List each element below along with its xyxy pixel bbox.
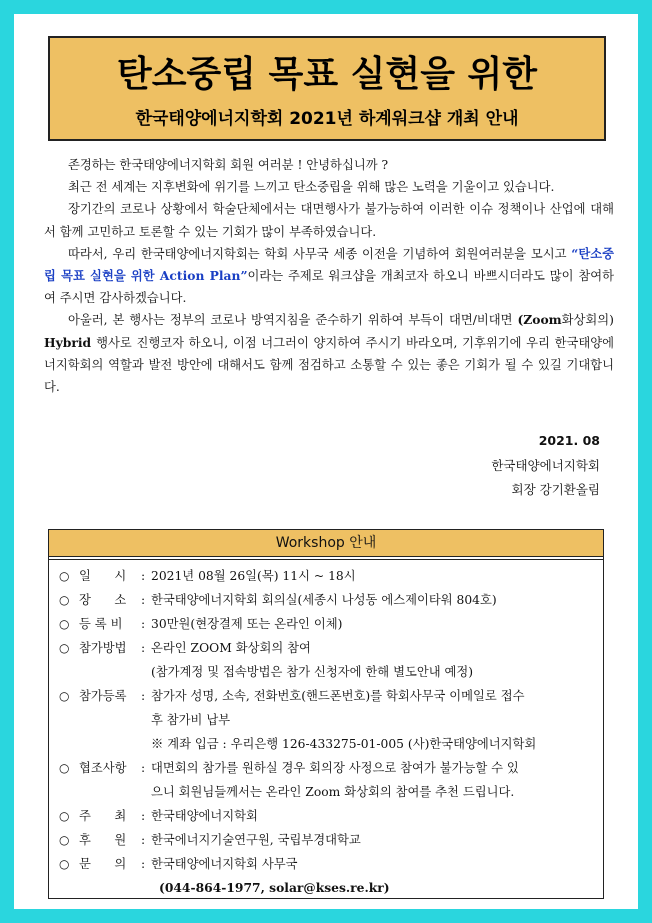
info-value: 2021년 08월 26일(목) 11시 ~ 18시 xyxy=(151,569,356,583)
workshop-info-box xyxy=(48,557,604,899)
bullet-icon: ○ xyxy=(59,569,70,583)
letter-paragraph-greeting: 존경하는 한국태양에너지학회 회원 여러분 ! 안녕하십니까 ? xyxy=(68,158,389,172)
info-value: 참가자 성명, 소속, 전화번호(핸드폰번호)를 학회사무국 이메일로 접수 xyxy=(151,689,525,703)
info-label: 주 최 xyxy=(79,809,127,823)
bullet-icon: ○ xyxy=(59,593,70,607)
info-label: 일 시 xyxy=(79,569,127,583)
workshop-theme-highlight: “탄소중립 목표 실현을 위한 Action Plan” xyxy=(44,245,614,284)
info-colon: : xyxy=(141,857,146,871)
info-label: 등 록 비 xyxy=(79,617,123,631)
info-value: 온라인 ZOOM 화상회의 참여 xyxy=(151,641,311,655)
letter-paragraph-invitation xyxy=(44,243,614,310)
info-value-continued: (참가계정 및 접속방법은 참가 신청자에 한해 별도안내 예정) xyxy=(151,665,474,679)
info-colon: : xyxy=(141,833,146,847)
workshop-heading: Workshop 안내 xyxy=(48,529,604,557)
bullet-icon: ○ xyxy=(59,857,70,871)
letter-date: 2021. 08 xyxy=(538,433,600,448)
bullet-icon: ○ xyxy=(59,809,70,823)
info-label: 후 원 xyxy=(79,833,127,847)
letter-paragraph-covid: 장기간의 코로나 상황에서 학술단체에서는 대면행사가 불가능하여 이러한 이슈 정책이나 산업에 대해서 함께 고민하고 토론할 수 있는 기회가 많이 부족하였습니다. xyxy=(44,202,614,239)
invitation-letter xyxy=(44,154,614,398)
letter-text: 이라는 주제로 워크샵을 개최코자 하오니 바쁘시더라도 많이 참여하여 주시면 감사하겠습니다. xyxy=(44,269,615,306)
info-label: 협조사항 xyxy=(79,761,127,775)
letter-text: 아울러, 본 행사는 정부의 코로나 방역지침을 준수하기 위하여 부득이 대면/비대면 xyxy=(68,313,518,328)
info-colon: : xyxy=(141,761,146,775)
info-colon: : xyxy=(141,641,146,655)
info-value: 한국태양에너지학회 사무국 xyxy=(151,857,298,871)
info-value: 대면회의 참가를 원하실 경우 회의장 사정으로 참여가 불가능할 수 있 xyxy=(151,761,519,775)
info-colon: : xyxy=(141,569,146,583)
info-label: 장 소 xyxy=(79,593,127,607)
bullet-icon: ○ xyxy=(59,761,70,775)
contact-phone-email: (044-864-1977, solar@kses.re.kr) xyxy=(159,880,390,895)
letter-signature: 회장 강기환올림 xyxy=(511,482,600,497)
info-label: 참가방법 xyxy=(79,641,127,655)
info-value: 한국태양에너지학회 xyxy=(151,809,258,823)
title-banner xyxy=(48,36,606,141)
letter-bold: Hybrid xyxy=(44,334,97,350)
letter-organization: 한국태양에너지학회 xyxy=(491,458,600,473)
info-label: 참가등록 xyxy=(79,689,127,703)
letter-paragraph-hybrid xyxy=(44,309,614,398)
page-subtitle: 한국태양에너지학회 2021년 하계워크샵 개최 안내 xyxy=(135,109,519,129)
info-colon: : xyxy=(141,689,146,703)
bank-account-note: ※ 계좌 입금 : 우리은행 126-433275-01-005 (사)한국태양에너지학회 xyxy=(151,737,537,751)
document-page xyxy=(14,14,638,909)
bullet-icon: ○ xyxy=(59,833,70,847)
info-value: 30만원(현장결제 또는 온라인 이체) xyxy=(151,617,343,631)
info-value-continued: 으니 회원님들께서는 온라인 Zoom 화상회의 참여를 추천 드립니다. xyxy=(151,785,515,799)
info-colon: : xyxy=(141,593,146,607)
bullet-icon: ○ xyxy=(59,617,70,631)
info-label: 문 의 xyxy=(79,857,127,871)
info-value: 한국에너지기술연구원, 국립부경대학교 xyxy=(151,833,361,847)
letter-text: 따라서, 우리 한국태양에너지학회는 학회 사무국 세종 이전을 기념하여 회원여러분을 모시고 xyxy=(68,246,572,261)
letter-text: 화상회의) xyxy=(561,313,614,328)
letter-paragraph-climate: 최근 전 세계는 지후변화에 위기를 느끼고 탄소중립을 위해 많은 노력을 기울이고 있습니다. xyxy=(68,180,555,195)
letter-text: 행사로 진행코자 하오니, 이점 너그러이 양지하여 주시기 바라오며, 기후위기에 우리 한국태양에너지학회의 역할과 발전 방안에 대해서도 함께 점검하고 소통할 수 있는 좋은 기회가 될 수 있길 기대합니다. xyxy=(44,335,614,395)
info-value-continued: 후 참가비 납부 xyxy=(151,713,231,727)
page-title: 탄소중립 목표 실현을 위한 xyxy=(116,54,538,95)
info-value: 한국태양에너지학회 회의실(세종시 나성동 에스제이타워 804호) xyxy=(151,593,497,607)
bullet-icon: ○ xyxy=(59,689,70,703)
bullet-icon: ○ xyxy=(59,641,70,655)
letter-bold: (Zoom xyxy=(517,312,562,328)
info-colon: : xyxy=(141,617,146,631)
info-colon: : xyxy=(141,809,146,823)
